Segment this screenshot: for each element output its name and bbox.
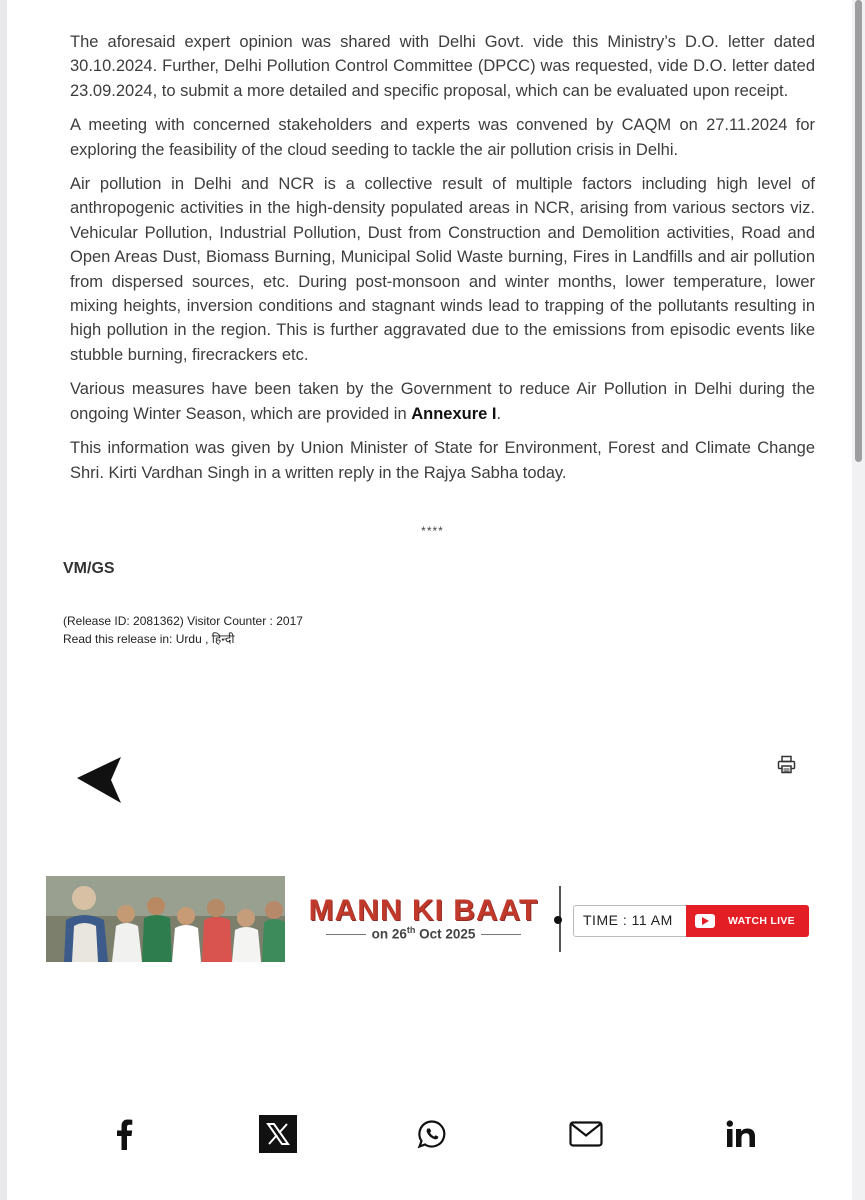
- time-box: [573, 905, 809, 937]
- watch-live-button[interactable]: [686, 905, 809, 937]
- lang-hindi-link[interactable]: हिन्दी: [211, 632, 235, 646]
- print-icon[interactable]: [777, 755, 796, 774]
- read-in-label: Read this release in:: [63, 632, 176, 646]
- banner-date-prefix: on 26: [371, 926, 407, 942]
- linkedin-share-icon[interactable]: [725, 1114, 757, 1154]
- release-info: [63, 612, 303, 648]
- lang-urdu-link[interactable]: Urdu: [175, 632, 202, 646]
- mann-ki-baat-banner[interactable]: [46, 874, 810, 962]
- back-arrow-icon[interactable]: [76, 756, 122, 804]
- email-share-icon[interactable]: [569, 1114, 603, 1154]
- annexure-link[interactable]: Annexure I: [411, 404, 497, 423]
- paragraph-2: A meeting with concerned stakeholders and experts was convened by CAQM on 27.11.2024 for exploring the feasibility of the cloud seeding to tackle the air pollution crisis in Delhi.: [70, 116, 815, 159]
- paragraph-closing: This information was given by Union Minister of State for Environment, Forest and Climate Change Shri. Kirti Vardhan Singh in a written reply in the Rajya Sabha today.: [70, 439, 815, 482]
- x-share-icon[interactable]: [259, 1114, 297, 1154]
- separator: ****: [421, 524, 444, 538]
- facebook-share-icon[interactable]: [108, 1114, 140, 1154]
- watch-live-label: WATCH LIVE: [728, 915, 795, 927]
- banner-date-sup: th: [406, 925, 416, 935]
- banner-photo: [46, 876, 285, 962]
- measures-text: Various measures have been taken by the Government to reduce Air Pollution in Delhi during the ongoing Winter Season, which are provided in: [70, 380, 815, 423]
- whatsapp-share-icon[interactable]: [416, 1114, 448, 1154]
- page: [7, 0, 852, 1200]
- banner-time: TIME : 11 AM: [583, 912, 673, 928]
- lang-separator: ,: [201, 632, 212, 646]
- scrollbar[interactable]: [852, 0, 865, 1200]
- release-id: (Release ID: 2081362) Visitor Counter : 2017: [63, 614, 303, 628]
- paragraph-measures: [70, 377, 815, 426]
- read-in: [63, 630, 303, 648]
- banner-date: [296, 925, 551, 942]
- scrollbar-thumb[interactable]: [855, 0, 862, 462]
- article-body: [70, 30, 815, 495]
- paragraph-1: The aforesaid expert opinion was shared with Delhi Govt. vide this Ministry’s D.O. letter dated 30.10.2024. Further, Delhi Pollution Control Committee (DPCC) was requested, vide D.O. letter dated 23.09.2024, to submit a more detailed and specific proposal, which can be evaluated upon receipt.: [70, 33, 815, 100]
- paragraph-3: Air pollution in Delhi and NCR is a collective result of multiple factors including high level of anthropogenic activities in the high-density populated areas in NCR, arising from various sectors viz. Vehicular Pollution, Industrial Pollution, Dust from Construction and Demolition activities, Road and Open Areas Dust, Biomass Burning, Municipal Solid Waste burning, Fires in Landfills and air pollution from dispersed sources, etc. During post-monsoon and winter months, lower temperature, lower mixing heights, inversion conditions and stagnant winds lead to trapping of the pollutants resulting in high pollution in the region. This is further aggravated due to the emissions from episodic events like stubble burning, firecrackers etc.: [70, 175, 815, 364]
- banner-dot: [554, 916, 562, 924]
- banner-date-suffix: Oct 2025: [415, 926, 476, 942]
- signoff: VM/GS: [63, 560, 115, 577]
- youtube-play-icon: [695, 914, 715, 928]
- banner-title: MANN KI BAAT: [308, 894, 539, 927]
- measures-end: .: [496, 404, 502, 423]
